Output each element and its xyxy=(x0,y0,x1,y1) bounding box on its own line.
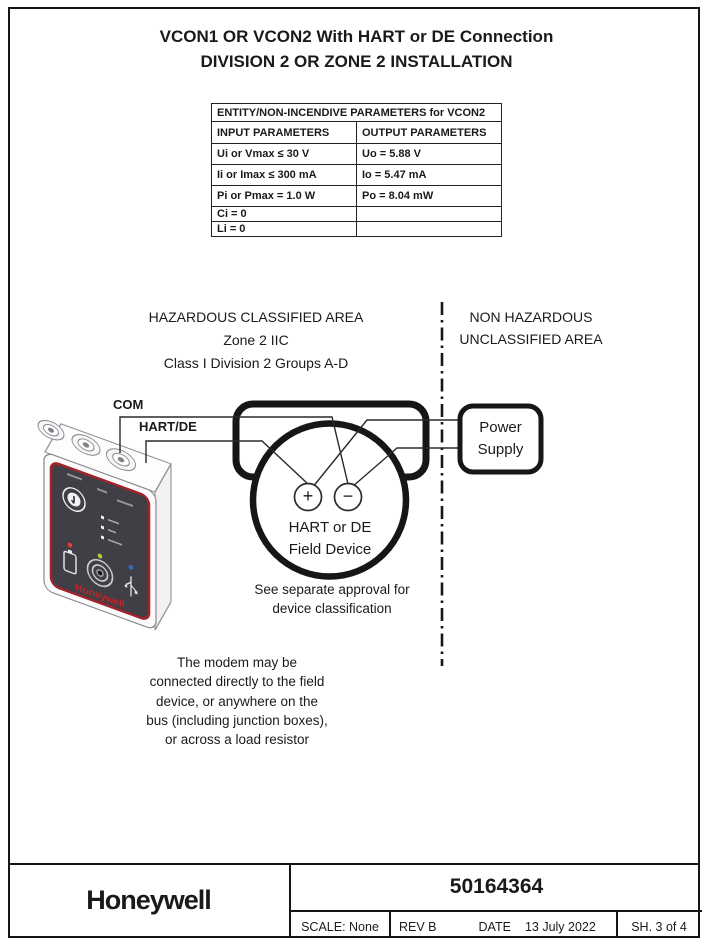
modem-note-line1: The modem may be xyxy=(176,655,298,670)
modem-note-line5: or across a load resistor xyxy=(164,732,310,748)
hazardous-area-line3: Class I Division 2 Groups A-D xyxy=(163,355,349,371)
modem-note-line2: connected directly to the field xyxy=(149,674,325,690)
plus-terminal-sign: + xyxy=(302,486,314,506)
cell-output-current: Io = 5.47 mA xyxy=(357,165,502,186)
com-wire-label: COM xyxy=(113,397,144,412)
table-title: ENTITY/NON-INCENDIVE PARAMETERS for VCON2 xyxy=(212,104,502,122)
field-device-line1: HART or DE xyxy=(288,519,372,536)
rev-date-field xyxy=(399,918,614,937)
field-device-label xyxy=(240,517,420,561)
hazardous-area-line2: Zone 2 IIC xyxy=(223,332,289,348)
hazardous-area-line1: HAZARDOUS CLASSIFIED AREA xyxy=(148,309,364,325)
approval-note-line1: See separate approval for xyxy=(254,582,410,597)
rev-value: REV B xyxy=(399,920,437,934)
title-block-divider xyxy=(291,910,702,912)
cell-input-current: Ii or Imax ≤ 300 mA xyxy=(212,165,357,186)
non-hazardous-area-label xyxy=(448,306,614,350)
device-brand-label: Honeywell xyxy=(75,582,125,611)
non-hazardous-line1: NON HAZARDOUS xyxy=(469,309,593,325)
modem-note-line3: device, or anywhere on the xyxy=(155,693,319,709)
company-logo: Honeywell xyxy=(86,885,211,915)
cell-input-voltage: Ui or Vmax ≤ 30 V xyxy=(212,144,357,165)
power-supply-line1: Power xyxy=(479,419,522,436)
modem-placement-note xyxy=(82,653,392,749)
field-device-line2: Field Device xyxy=(288,541,372,558)
cell-ci: Ci = 0 xyxy=(212,207,357,222)
page-title-line1: VCON1 OR VCON2 With HART or DE Connection xyxy=(159,27,554,46)
hazardous-area-label xyxy=(120,306,392,375)
modem-note-line4: bus (including junction boxes), xyxy=(146,712,328,728)
drawing-number: 50164364 xyxy=(449,875,544,898)
modem-device xyxy=(38,415,171,635)
cell-output-power: Po = 8.04 mW xyxy=(357,186,502,207)
non-hazardous-line2: UNCLASSIFIED AREA xyxy=(459,331,603,347)
column-header-input: INPUT PARAMETERS xyxy=(212,122,357,144)
minus-terminal-sign: − xyxy=(342,486,354,506)
approval-note xyxy=(206,581,458,618)
column-header-output: OUTPUT PARAMETERS xyxy=(357,122,502,144)
cell-output-voltage: Uo = 5.88 V xyxy=(357,144,502,165)
title-block-divider xyxy=(389,910,391,938)
page-title-line2: DIVISION 2 OR ZONE 2 INSTALLATION xyxy=(200,52,513,71)
date-value: 13 July 2022 xyxy=(524,920,596,934)
power-supply-line2: Supply xyxy=(477,441,524,458)
approval-note-line2: device classification xyxy=(272,600,392,616)
hartde-wire-label: HART/DE xyxy=(139,419,197,434)
cable-gland-icon xyxy=(38,417,64,443)
date-label: DATE xyxy=(478,920,511,934)
cell-li: Li = 0 xyxy=(212,222,357,237)
sheet-field: SH. 3 of 4 xyxy=(631,920,687,934)
scale-field: SCALE: None xyxy=(301,920,379,934)
power-supply-label xyxy=(461,417,540,461)
cell-input-power: Pi or Pmax = 1.0 W xyxy=(212,186,357,207)
